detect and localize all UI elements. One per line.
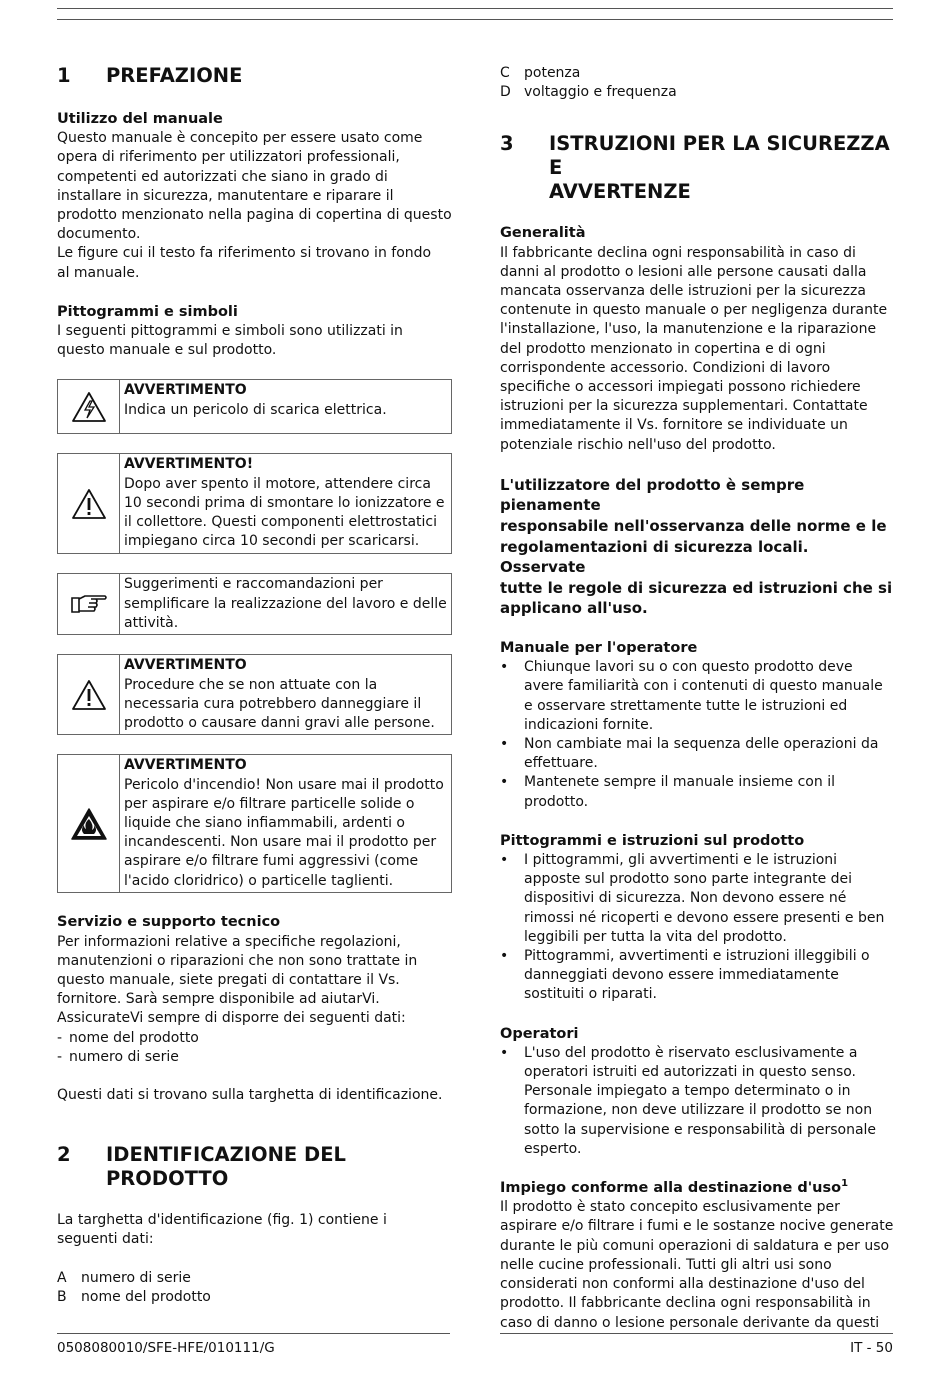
id-list-item [500, 83, 895, 102]
paragraph-responsabilita: L'utilizzatore del prodotto è sempre pienamente responsabile nell'osservanza delle norme e le regolamentazioni di sicurezza locali. Osservate tutte le regole di sicurezza ed istruzioni che si applicano all'uso. [500, 475, 893, 618]
heading-pittogrammi: Pittogrammi e simboli [57, 303, 238, 320]
warning-title: AVVERTIMENTO [124, 757, 247, 774]
footer-page-number: IT - 50 [850, 1340, 893, 1356]
section-1-heading [57, 64, 452, 88]
warning-text: Dopo aver spento il motore, attendere circa 10 secondi prima di smontare lo ionizzatore e il collettore. Questi componenti elettrostatici impiegano circa 10 secondi per scaricarsi. [124, 475, 445, 550]
paragraph-targhetta-intro: La targhetta d'identificazione (fig. 1) contiene i seguenti dati: [57, 1212, 387, 1248]
heading-impiego-text: Impiego conforme alla destinazione d'uso [500, 1180, 842, 1197]
list-item-text: Mantenete sempre il manuale insieme con il prodotto. [524, 774, 835, 810]
fire-hazard-icon [58, 755, 120, 892]
section-3-heading [500, 132, 895, 204]
section-number: 1 [57, 64, 71, 87]
id-list-key: D [500, 84, 511, 101]
bullet-list-operatori [500, 1044, 895, 1159]
list-item: • Non cambiate mai la sequenza delle operazioni da effettuare. [500, 735, 895, 773]
list-item: • Mantenete sempre il manuale insieme con il prodotto. [500, 773, 895, 811]
id-list-item [57, 1269, 452, 1288]
list-item-text: I pittogrammi, gli avvertimenti e le istruzioni apposte sul prodotto sono parte integrante dei dispositivi di sicurezza. Non devono essere né rimossi né ricoperti e devono essere presenti e ben leggibili per tutta la vita del prodotto. [524, 852, 885, 945]
right-column [500, 64, 895, 1333]
warning-box-fire [57, 754, 452, 893]
left-column [57, 62, 452, 1307]
warning-text: Pericolo d'incendio! Non usare mai il prodotto per aspirare e/o filtrare particelle solide o liquide che siano infiammabili, ardenti o incandescenti. Non usare mai il prodotto per aspirare e/o filtrare fumi aggressivi (come l'acido cloridrico) o particelle taglienti. [124, 776, 444, 889]
footer-rule-left [57, 1333, 450, 1334]
section-title: PREFAZIONE [106, 64, 243, 87]
paragraph-generalita: Il fabbricante declina ogni responsabilità in caso di danni al prodotto o lesioni alle persone causati dalla mancata osservanza delle istruzioni per la sicurezza contenute in questo manuale o per negligenza durante l'installazione, l'uso, la manutenzione e la riparazione del prodotto menzionato in copertina e di ogni corrispondente accessorio. Condizioni di lavoro specifiche o accessori impiegati possono richiedere istruzioni per la sicurezza supplementari. Contattate immediatamente il Vs. fornitore se individuate un potenziale rischio nell'uso del prodotto. [500, 244, 888, 453]
footnote-marker: 1 [841, 1178, 849, 1190]
heading-impiego [500, 1179, 895, 1198]
warning-title: AVVERTIMENTO! [124, 456, 254, 473]
list-item-text: Pittogrammi, avvertimenti e istruzioni illeggibili o danneggiati devono essere immediatamente sostituiti o riparati. [524, 948, 870, 1003]
paragraph-pittogrammi: I seguenti pittogrammi e simboli sono utilizzati in questo manuale e sul prodotto. [57, 323, 403, 359]
list-item: • L'uso del prodotto è riservato esclusivamente a operatori istruiti ed autorizzati in questo senso. Personale impiegato a tempo determinato o in formazione, non deve utilizzare il prodotto se non sotto la supervisione e responsabilità di personale esperto. [500, 1044, 895, 1159]
paragraph-targhetta: Questi dati si trovano sulla targhetta di identificazione. [57, 1087, 443, 1104]
list-item-text: Chiunque lavori su o con questo prodotto deve avere familiarità con i contenuti di questo manuale e osservare strettamente tutte le istruzioni ed indicazioni fornite. [524, 659, 883, 733]
dash-item-text: nome del prodotto [69, 1029, 199, 1046]
paragraph-utilizzo: Questo manuale è concepito per essere usato come opera di riferimento per utilizzatori professionali, competenti ed autorizzati che siano in grado di installare in sicurezza, manutentare e riparare il prodotto menzionato nella pagina di copertina di questo documento. Le figure cui il testo fa riferimento si trovano in fondo al manuale. [57, 130, 452, 281]
list-item-text: L'uso del prodotto è riservato esclusivamente a operatori istruiti ed autorizzati in questo senso. Personale impiegato a tempo determinato o in formazione, non deve utilizzare il prodotto se non sotto la supervisione e responsabilità di personale esperto. [524, 1044, 877, 1157]
list-item: • I pittogrammi, gli avvertimenti e le istruzioni apposte sul prodotto sono parte integrante dei dispositivi di sicurezza. Non devono essere né rimossi né ricoperti e devono essere presenti e ben leggibili per tutta la vita del prodotto. [500, 851, 895, 947]
id-list-value: voltaggio e frequenza [524, 84, 677, 101]
electric-hazard-icon [58, 380, 120, 433]
bullet-list-manuale [500, 658, 895, 812]
id-list-value: numero di serie [81, 1269, 191, 1286]
heading-generalita: Generalità [500, 225, 586, 242]
tip-box [57, 573, 452, 635]
section-number: 3 [500, 132, 514, 156]
dash-item-text: numero di serie [69, 1048, 179, 1065]
id-list-key: C [500, 65, 510, 81]
tip-text: Suggerimenti e raccomandazioni per semplificare la realizzazione del lavoro e delle attività. [124, 576, 447, 631]
id-list-key: B [57, 1288, 67, 1305]
header-rule-bottom [57, 19, 893, 20]
warning-box-electric [57, 379, 452, 434]
bullet-list-pittogrammi [500, 851, 895, 1005]
dash-list-item: - numero di serie [57, 1048, 452, 1067]
section-2-heading [57, 1143, 452, 1191]
warning-text: Procedure che se non attuate con la necessaria cura potrebbero danneggiare il prodotto o causare danni gravi alle persone. [124, 676, 435, 732]
paragraph-impiego: Il prodotto è stato concepito esclusivamente per aspirare e/o filtrare i fumi e le sostanze nocive generate durante le più comuni operazioni di saldatura e per uso nelle cucine professionali. Tutti gli altri usi sono considerati non conformi alla destinazione d'uso del prodotto. Il fabbricante declina ogni responsabilità in caso di danno o lesione personale derivante da questi [500, 1199, 894, 1331]
heading-pittogrammi-prodotto: Pittogrammi e istruzioni sul prodotto [500, 832, 805, 849]
warning-triangle-icon [58, 454, 120, 553]
footer-doc-code: 0508080010/SFE-HFE/010111/G [57, 1340, 275, 1356]
warning-triangle-icon [58, 655, 120, 734]
warning-title: AVVERTIMENTO [124, 657, 247, 674]
heading-utilizzo: Utilizzo del manuale [57, 111, 223, 127]
section-number: 2 [57, 1143, 71, 1167]
id-list-item [57, 1288, 452, 1307]
list-item: • Chiunque lavori su o con questo prodotto deve avere familiarità con i contenuti di questo manuale e osservare strettamente tutte le istruzioni ed indicazioni fornite. [500, 658, 895, 735]
list-item-text: Non cambiate mai la sequenza delle operazioni da effettuare. [524, 736, 879, 772]
warning-box-discharge [57, 453, 452, 554]
footer-rule-right [500, 1333, 893, 1334]
section-title: IDENTIFICAZIONE DEL PRODOTTO [106, 1143, 346, 1191]
warning-title: AVVERTIMENTO [124, 382, 247, 399]
heading-operatori: Operatori [500, 1025, 579, 1042]
header-rule-top [57, 8, 893, 9]
heading-manuale-operatore: Manuale per l'operatore [500, 640, 698, 656]
paragraph-servizio: Per informazioni relative a specifiche regolazioni, manutenzioni o riparazioni che non sono trattate in questo manuale, siete pregati di contattare il Vs. fornitore. Sarà sempre disponibile ad aiutarVi. AssicurateVi sempre di disporre dei seguenti dati: [57, 933, 418, 1027]
warning-text: Indica un pericolo di scarica elettrica. [124, 401, 387, 418]
id-list-value: nome del prodotto [81, 1288, 211, 1305]
list-item: • Pittogrammi, avvertimenti e istruzioni illeggibili o danneggiati devono essere immediatamente sostituiti o riparati. [500, 947, 895, 1005]
id-list-key: A [57, 1269, 67, 1286]
pointing-hand-icon [58, 574, 120, 634]
section-title: ISTRUZIONI PER LA SICUREZZA E AVVERTENZE [549, 132, 890, 204]
id-list-item [500, 64, 895, 83]
id-list-value: potenza [524, 65, 581, 81]
heading-servizio: Servizio e supporto tecnico [57, 914, 281, 931]
warning-box-damage [57, 654, 452, 735]
dash-list-item: - nome del prodotto [57, 1029, 452, 1048]
